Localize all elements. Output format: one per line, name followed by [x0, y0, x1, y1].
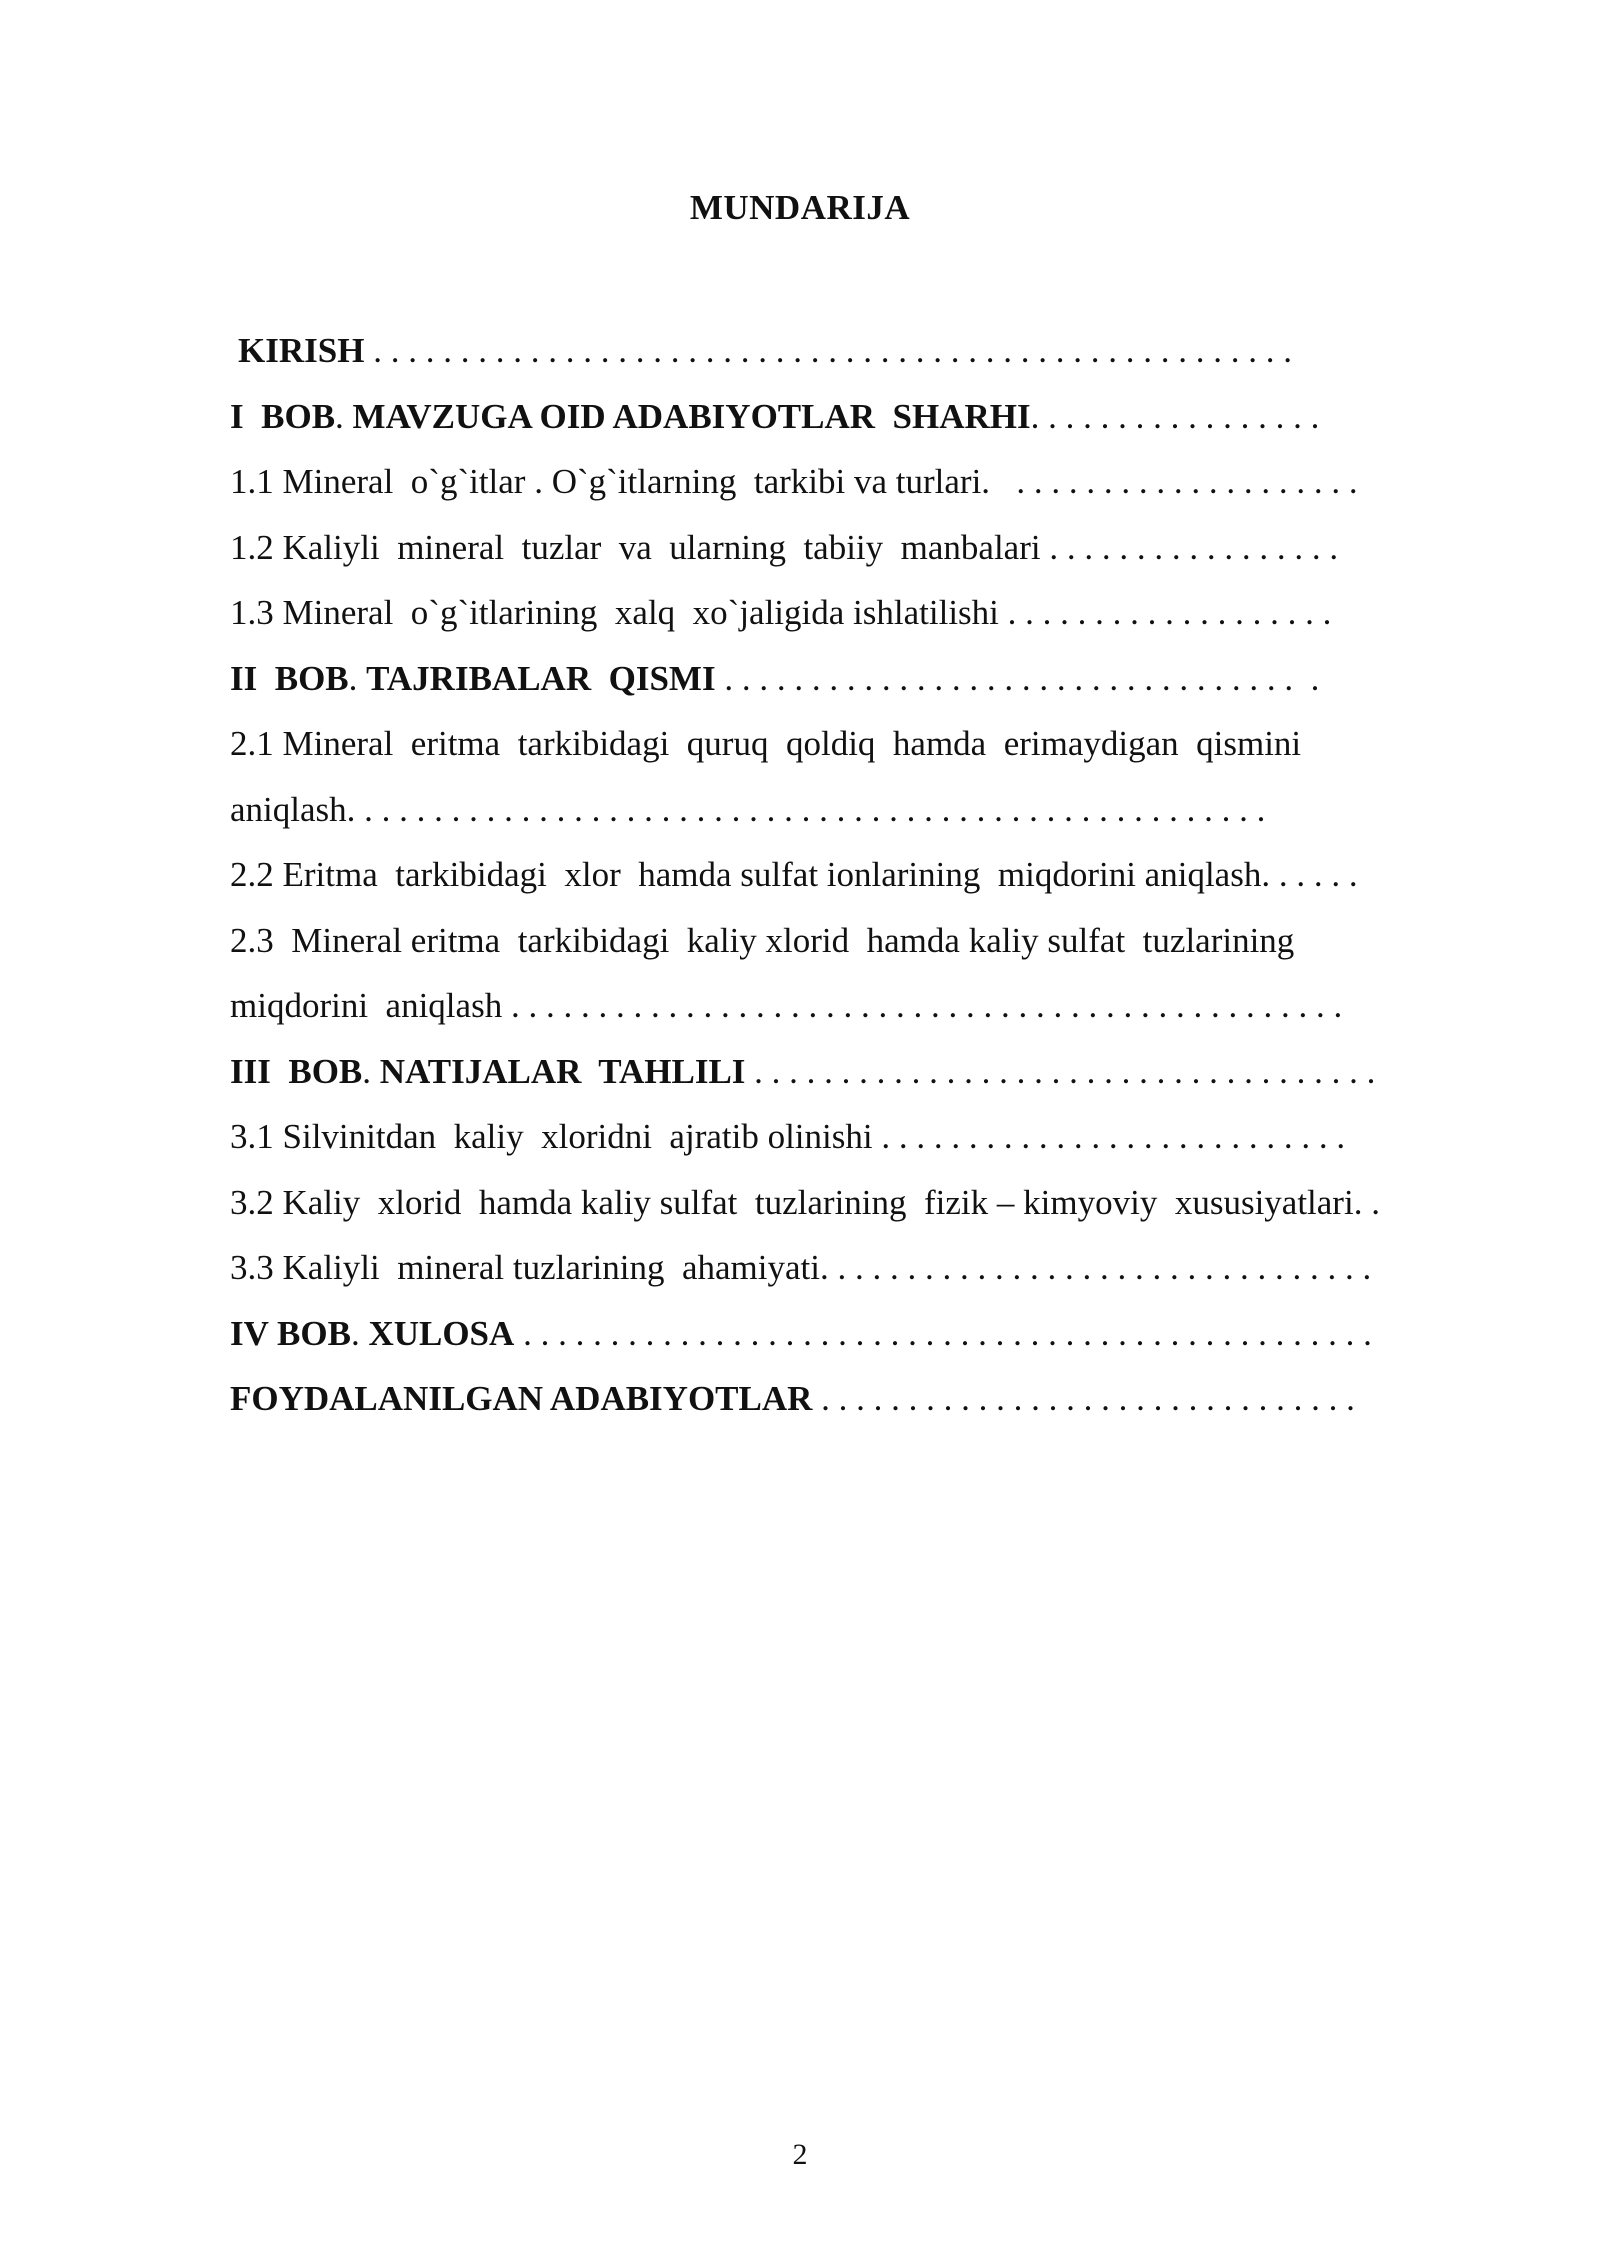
toc-entry-title: 2.2 Eritma tarkibidagi xlor hamda sulfat ionlarining miqdorini aniqlash — [230, 855, 1262, 894]
toc-entry — [230, 1170, 1500, 1236]
toc-entry-chapter: I BOB — [230, 396, 336, 436]
toc-entry — [230, 318, 1500, 384]
toc-entry-continuation — [230, 777, 1500, 843]
toc-entry-separator: . — [350, 1313, 369, 1353]
toc-entry — [230, 1039, 1500, 1105]
page-title: MUNDARIJA — [689, 188, 911, 227]
toc-entry-title: TAJRIBALAR QISMI — [366, 658, 716, 698]
toc-entry-title: 2.1 Mineral eritma tarkibidagi quruq qoldiq hamda erimaydigan qismini — [230, 724, 1302, 763]
toc-entry — [230, 449, 1500, 515]
toc-entry-leader: . . . . . . . . . . . . . . . . . . . . . . . . . . . . . . . . . . . . — [745, 1051, 1376, 1091]
toc-entry-separator: . — [362, 1051, 380, 1091]
toc-entry — [230, 1301, 1500, 1367]
toc-entry-leader: . . . . . . . . . . . . . . . . . . . — [998, 593, 1332, 632]
toc-entry-title: 3.2 Kaliy xlorid hamda kaliy sulfat tuzlarining fizik – kimyoviy xususiyatlari — [230, 1182, 1354, 1222]
toc-entry-title: miqdorini aniqlash — [230, 986, 503, 1025]
toc-entry-chapter: II BOB — [230, 658, 349, 698]
page-number: 2 — [792, 2138, 808, 2171]
toc-entry-leader: . . . . . . . . . . . . . . . . . . . . . . . . . . . . . . . . . . . . . . . . . . . . . . . . — [502, 986, 1343, 1025]
toc-entry — [230, 842, 1500, 908]
toc-entry — [230, 515, 1500, 581]
toc-entry-title: 2.3 Mineral eritma tarkibidagi kaliy xlorid hamda kaliy sulfat tuzlarining — [230, 920, 1295, 960]
table-of-contents — [230, 318, 1500, 1432]
toc-entry-title: 1.1 Mineral o`g`itlar . O`g`itlarning tarkibi va turlari. — [230, 462, 991, 501]
toc-entry-leader: . . . . . . . . . . . . . . . . . . . . — [990, 462, 1358, 501]
toc-entry-title: 1.3 Mineral o`g`itlarining xalq xo`jaligida ishlatilishi — [230, 593, 999, 632]
toc-entry — [230, 580, 1500, 646]
toc-entry-leader: . . . . . . . . . . . . . . . . . . . . . . . . . . . . . . . — [812, 1379, 1355, 1418]
toc-entry-separator: . — [348, 658, 367, 698]
toc-entry-leader: . . . . . . . . . . . . . . . . . . . . . . . . . . . . . . . . . . . . . . . . . . . . . . . . . . . . . — [364, 331, 1292, 370]
toc-entry-leader: . . . . . . . . . . . . . . . . . — [1030, 396, 1320, 436]
toc-entry-title: 3.1 Silvinitdan kaliy xloridni ajratib olinishi — [230, 1117, 873, 1156]
toc-entry-title: FOYDALANILGAN ADABIYOTLAR — [230, 1379, 813, 1418]
toc-entry-title: XULOSA — [368, 1313, 515, 1353]
toc-entry-title: MAVZUGA OID ADABIYOTLAR SHARHI — [352, 396, 1031, 436]
toc-entry-chapter: III BOB — [230, 1051, 363, 1091]
toc-entry-title: 3.3 Kaliyli mineral tuzlarining ahamiyati — [230, 1248, 820, 1287]
toc-entry-title: 1.2 Kaliyli mineral tuzlar va ularning tabiiy manbalari — [230, 527, 1041, 567]
toc-entry-leader: . . . . . . . . . . . . . . . . . . . . . . . . . . . . . . . . . . . . . . . . . . . . . . . . . — [514, 1313, 1372, 1353]
toc-entry-leader: . . . . . . . . . . . . . . . . . — [1040, 527, 1339, 567]
toc-entry-continuation — [230, 973, 1500, 1039]
toc-entry-leader: . . — [1353, 1182, 1380, 1222]
toc-entry-title: KIRISH — [238, 331, 365, 370]
toc-entry — [230, 1104, 1500, 1170]
toc-entry — [230, 384, 1500, 450]
toc-entry-leader: . . . . . . . . . . . . . . . . . . . . . . . . . . . . . . . . — [819, 1248, 1372, 1287]
toc-entry-leader: . . . . . . — [1261, 855, 1358, 894]
toc-entry-chapter: IV BOB — [230, 1313, 351, 1353]
toc-entry-title: NATIJALAR TAHLILI — [379, 1051, 746, 1091]
toc-entry — [230, 711, 1500, 777]
toc-entry-leader: . . . . . . . . . . . . . . . . . . . . . . . . . . . . . . . . . . . . . . . . . . . . . . . . . . . . . — [346, 789, 1266, 829]
toc-entry — [230, 908, 1500, 974]
toc-entry-separator: . — [335, 396, 353, 436]
toc-entry-title: aniqlash — [230, 789, 347, 829]
toc-entry-leader: . . . . . . . . . . . . . . . . . . . . . . . . . . . . . . . . . . — [715, 658, 1320, 698]
toc-entry — [230, 1235, 1500, 1301]
toc-entry — [230, 646, 1500, 712]
toc-entry-leader: . . . . . . . . . . . . . . . . . . . . . . . . . . . — [872, 1117, 1346, 1156]
toc-entry — [230, 1366, 1500, 1432]
